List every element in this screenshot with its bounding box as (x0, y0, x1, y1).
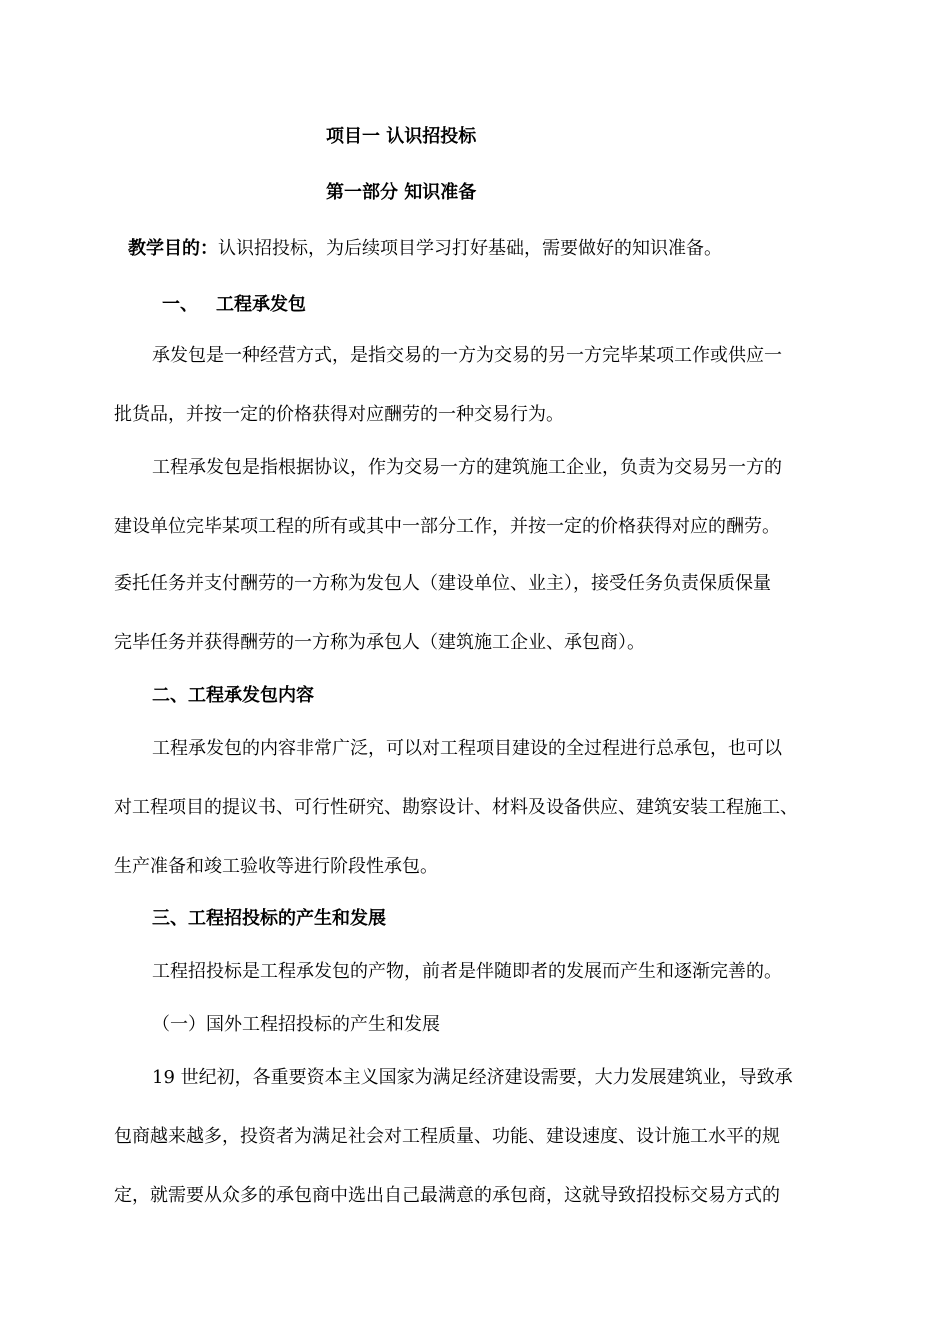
paragraph-line: 包商越来越多，投资者为满足社会对工程质量、功能、建设速度、设计施工水平的规 (114, 1126, 780, 1147)
paragraph-line: 定，就需要从众多的承包商中选出自己最满意的承包商，这就导致招投标交易方式的 (114, 1185, 780, 1206)
document-subtitle: 第一部分 知识准备 (326, 182, 477, 203)
paragraph-line: 委托任务并支付酬劳的一方称为发包人（建设单位、业主），接受任务负责保质保量 (114, 573, 771, 594)
paragraph-line: 工程承发包的内容非常广泛，可以对工程项目建设的全过程进行总承包，也可以 (152, 738, 782, 759)
document-title: 项目一 认识招投标 (326, 126, 477, 147)
paragraph-line: 工程招投标是工程承发包的产物，前者是伴随即者的发展而产生和逐渐完善的。 (152, 961, 782, 982)
paragraph-line: 对工程项目的提议书、可行性研究、勘察设计、材料及设备供应、建筑安装工程施工、 (114, 797, 798, 818)
section-3-title: 三、工程招投标的产生和发展 (152, 908, 386, 929)
subsection-1-title: （一）国外工程招投标的产生和发展 (152, 1014, 440, 1035)
section-2-title: 二、工程承发包内容 (152, 685, 314, 706)
paragraph-line: 承发包是一种经营方式，是指交易的一方为交易的另一方完毕某项工作或供应一 (152, 345, 782, 366)
section-1-number: 一、 (162, 294, 198, 315)
paragraph-line: 完毕任务并获得酬劳的一方称为承包人（建筑施工企业、承包商）。 (114, 632, 645, 653)
paragraph-line: 工程承发包是指根据协议，作为交易一方的建筑施工企业，负责为交易另一方的 (152, 457, 782, 478)
paragraph-line: 批货品，并按一定的价格获得对应酬劳的一种交易行为。 (114, 404, 564, 425)
objective-text: 认识招投标，为后续项目学习打好基础，需要做好的知识准备。 (218, 238, 722, 259)
paragraph-line: 建设单位完毕某项工程的所有或其中一部分工作，并按一定的价格获得对应的酬劳。 (114, 516, 780, 537)
paragraph-line: 生产准备和竣工验收等进行阶段性承包。 (114, 856, 438, 877)
objective-label: 教学目的： (128, 238, 218, 259)
section-1-title: 工程承发包 (216, 294, 306, 315)
paragraph-line: 19 世纪初，各重要资本主义国家为满足经济建设需要，大力发展建筑业，导致承 (152, 1067, 793, 1088)
teaching-objective (128, 237, 722, 261)
